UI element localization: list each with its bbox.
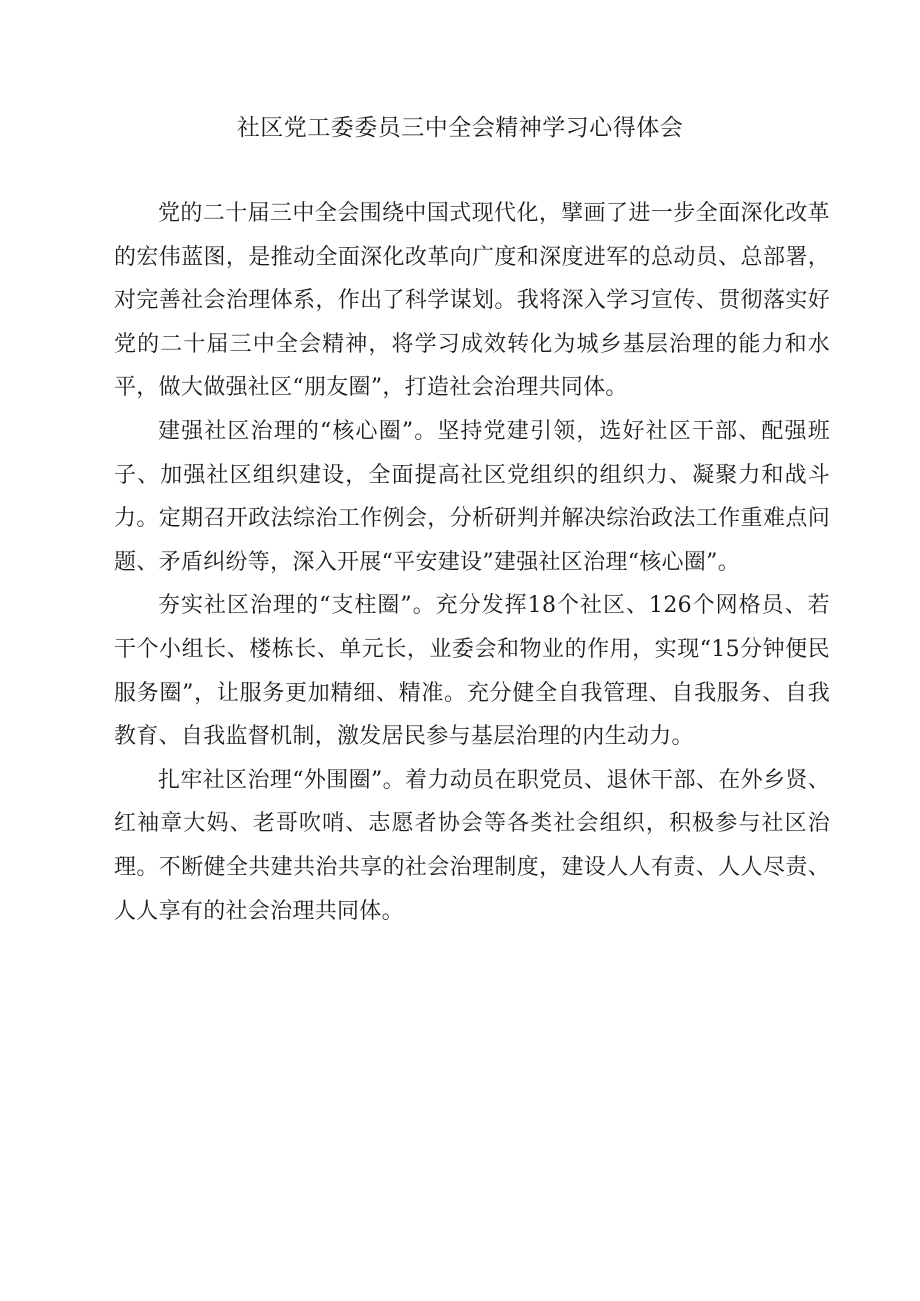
paragraph-pillar-circle: 夯实社区治理的“支柱圈”。充分发挥18个社区、126个网格员、若干个小组长、楼栋长、单元长，业委会和物业的作用，实现“15分钟便民服务圈”，让服务更加精细、精准。充分健全自我管理、自我服务、自我教育、自我监督机制，激发居民参与基层治理的内生动力。 — [114, 593, 830, 750]
paragraph-intro: 党的二十届三中全会围绕中国式现代化，擘画了进一步全面深化改革的宏伟蓝图，是推动全面深化改革向广度和深度进军的总动员、总部署，对完善社会治理体系，作出了科学谋划。我将深入学习宣传、贯彻落实好党的二十届三中全会精神，将学习成效转化为城乡基层治理的能力和水平，做大做强社区“朋友圈”，打造社会治理共同体。 — [114, 201, 830, 401]
paragraph-core-circle: 建强社区治理的“核心圈”。坚持党建引领，选好社区干部、配强班子、加强社区组织建设，全面提高社区党组织的组织力、凝聚力和战斗力。定期召开政法综治工作例会，分析研判并解决综治政法工作重难点问题、矛盾纠纷等，深入开展“平安建设”建强社区治理“核心圈”。 — [114, 418, 830, 575]
document-body — [114, 192, 830, 933]
paragraph-outer-circle: 扎牢社区治理“外围圈”。着力动员在职党员、退休干部、在外乡贤、红袖章大妈、老哥吹哨、志愿者协会等各类社会组织，积极参与社区治理。不断健全共建共治共享的社会治理制度，建设人人有责、人人尽责、人人享有的社会治理共同体。 — [114, 767, 830, 924]
document-title: 社区党工委委员三中全会精神学习心得体会 — [236, 115, 684, 141]
